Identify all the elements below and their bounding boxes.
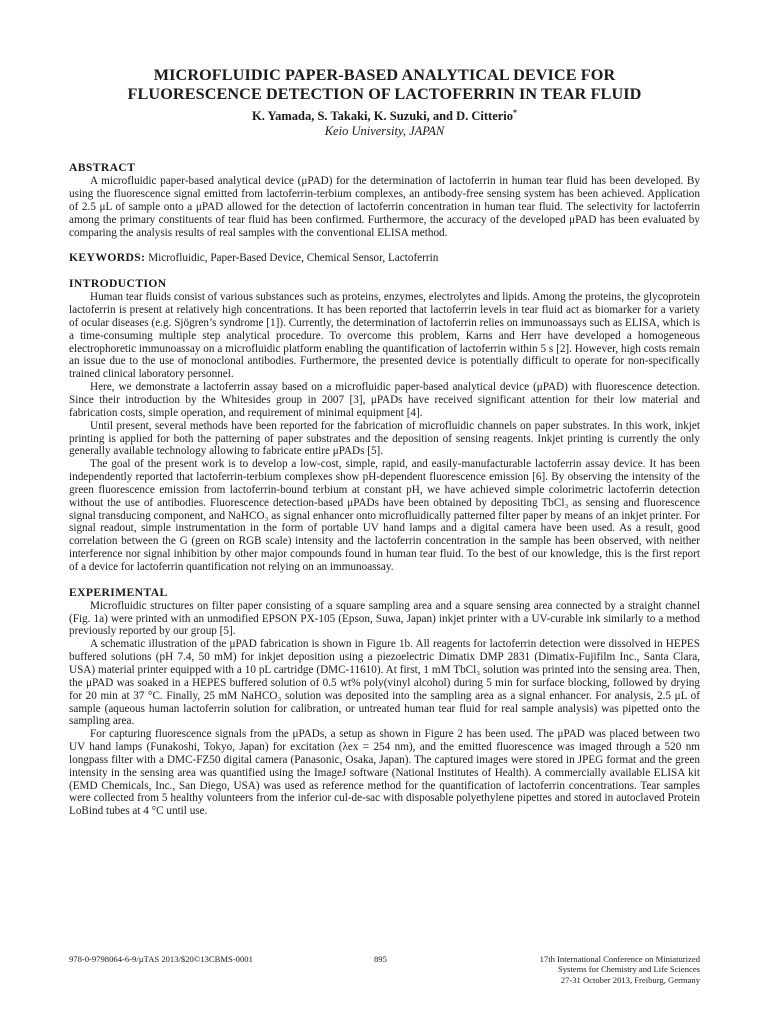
keywords-text: Microfluidic, Paper-Based Device, Chemical Sensor, Lactoferrin	[148, 252, 439, 265]
abstract-section	[69, 161, 700, 239]
corresponding-author-mark: *	[513, 108, 518, 117]
title-line-1: MICROFLUIDIC PAPER-BASED ANALYTICAL DEVICE FOR	[153, 66, 616, 84]
keywords-section	[69, 252, 700, 265]
intro-paragraph: The goal of the present work is to develop a low-cost, simple, rapid, and easily-manufacturable lactoferrin assay device. It has been independently reported that lactoferrin-terbium complexes show pH-dependent fluorescence emission [6]. By observing the intensity of the green fluorescence emission from lactoferrin-bound terbium at constant pH, we have achieved simple colorimetric lactoferrin detection without the use of antibodies. Fluorescence detection-based μPADs have been obtained by depositing TbCl₃ as sensing and fluorescence signal transducing component, and NaHCO₃ as signal enhancer onto microfluidically patterned filter paper by means of an inkjet printer. For signal readout, simple instrumentation in the form of portable UV hand lamps and a digital camera have been used. As a result, good correlation between the G (green on RGB scale) intensity and the lactoferrin concentration in the sample has been observed, with neither interference nor signal inhibition by other major compounds found in human tear fluid. To the best of our knowledge, this is the first report of a device for lactoferrin quantification not relying on an immunoassay.	[69, 458, 700, 573]
experimental-paragraph: A schematic illustration of the μPAD fabrication is shown in Figure 1b. All reagents for lactoferrin detection were dissolved in HEPES buffered solutions (pH 7.4, 50 mM) for inkjet deposition using a piezoelectric Dimatix DMP 2831 (Dimatix-Fujifilm Inc., Santa Clara, USA) material printer equipped with a 10 pL cartridge (DMC-11610). At first, 1 mM TbCl₃ solution was printed into the sensing area. Then, the μPAD was soaked in a HEPES buffered solution of 0.5 wt% poly(vinyl alcohol) during 5 min for surface blocking, followed by drying for 20 min at 37 °C. Finally, 25 mM NaHCO₃ solution was deposited into the sampling area as a signal enhancer. For analysis, 2.5 μL of sample (aqueous human lactoferrin solution for calibration, or untreated human tear fluid for real sample analysis) was pipetted onto the sampling area.	[69, 638, 700, 728]
footer-conference-line: 17th International Conference on Miniaturized	[539, 954, 700, 964]
experimental-heading: EXPERIMENTAL	[69, 585, 168, 599]
footer-conference-line: 27-31 October 2013, Freiburg, Germany	[560, 974, 700, 985]
paper-header	[69, 66, 700, 139]
introduction-section	[69, 277, 700, 574]
paper-title	[69, 66, 700, 104]
footer-conference-line: Systems for Chemistry and Life Sciences	[557, 964, 700, 975]
intro-paragraph: Here, we demonstrate a lactoferrin assay based on a microfluidic paper-based analytical device (μPAD) with fluorescence detection. Since their introduction by the Whitesides group in 2007 [3], μPADs have received significant attention for their low material and fabrication costs, simple operation, and requirement of minimal equipment [4].	[69, 381, 700, 419]
intro-paragraph: Human tear fluids consist of various substances such as proteins, enzymes, electrolytes and lipids. Among the proteins, the glycoprotein lactoferrin is present at relatively high concentrations. It has been reported that lactoferrin levels in tear fluid act as biomarker for a variety of ocular diseases (e.g. Sjögren’s syndrome [1]). Currently, the determination of lactoferrin relies on immunoassays such as ELISA, which is a time-consuming multiple step analytical procedure. To overcome this problem, Karns and Herr have developed a homogeneous electrophoretic immunoassay on a microfluidic platform enabling the quantification of lactoferrin within 5 s [2]. However, high costs remain an issue due to the use of monoclonal antibodies. Furthermore, the presented device is potentially difficult to operate for non-specifically trained clinical laboratory personnel.	[69, 291, 700, 381]
introduction-heading: INTRODUCTION	[69, 277, 167, 291]
experimental-section	[69, 586, 700, 818]
authors-text: K. Yamada, S. Takaki, K. Suzuki, and D. Citterio	[251, 109, 514, 124]
footer-conference	[460, 954, 700, 985]
footer-page-number: 895	[374, 954, 387, 964]
experimental-paragraph: For capturing fluorescence signals from the μPADs, a setup as shown in Figure 2 has been used. The μPAD was placed between two UV hand lamps (Funakoshi, Tokyo, Japan) for excitation (λex = 254 nm), and the emitted fluorescence was imaged through a 520 nm longpass filter with a DMC-FZ50 digital camera (Panasonic, Osaka, Japan). The captured images were stored in JPEG format and the green intensity in the sensing area was quantified using the ImageJ software (National Institutes of Health). A commercially available ELISA kit (EMD Chemicals, Inc., San Diego, USA) was used as reference method for the quantification of lactoferrin concentrations. Tear samples were collected from 5 healthy volunteers from the inferior cul-de-sac with disposable polyethylene pipettes and stored in autoclaved Protein LoBind tubes at 4 °C until use.	[69, 728, 700, 818]
intro-paragraph: Until present, several methods have been reported for the fabrication of microfluidic channels on paper substrates. In this work, inkjet printing is applied for both the patterning of paper substrates and the deposition of sensing reagents. Inkjet printing is currently the only generally available technology allowing to fabricate entire μPADs [5].	[69, 419, 700, 458]
abstract-heading: ABSTRACT	[69, 161, 136, 175]
author-list	[69, 105, 700, 124]
title-line-2: FLUORESCENCE DETECTION OF LACTOFERRIN IN TEAR FLUID	[127, 85, 642, 103]
affiliation: Keio University, JAPAN	[324, 124, 445, 139]
experimental-paragraph: Microfluidic structures on filter paper consisting of a square sampling area and a square sensing area connected by a straight channel (Fig. 1a) were printed with an unmodified EPSON PX-105 (Epson, Suwa, Japan) inkjet printer with a UV-curable ink similarly to a method previously reported by our group [5].	[69, 599, 700, 638]
footer-isbn: 978-0-9798064-6-9/µTAS 2013/$20©13CBMS-0001	[69, 954, 253, 964]
keywords-line	[69, 252, 700, 265]
keywords-label: KEYWORDS:	[69, 251, 146, 265]
abstract-text: A microfluidic paper-based analytical device (μPAD) for the determination of lactoferrin in human tear fluid has been developed. By using the fluorescence signal emitted from lactoferrin-terbium complexes, an antibody-free sensing system has been achieved. Application of 2.5 μL of sample onto a μPAD allowed for the detection of lactoferrin concentration in human tear fluid. The selectivity for lactoferrin among the primary constituents of tear fluid has been confirmed. Furthermore, the accuracy of the developed μPAD has been evaluated by comparing the analysis results of real samples with the conventional ELISA method.	[69, 175, 700, 239]
